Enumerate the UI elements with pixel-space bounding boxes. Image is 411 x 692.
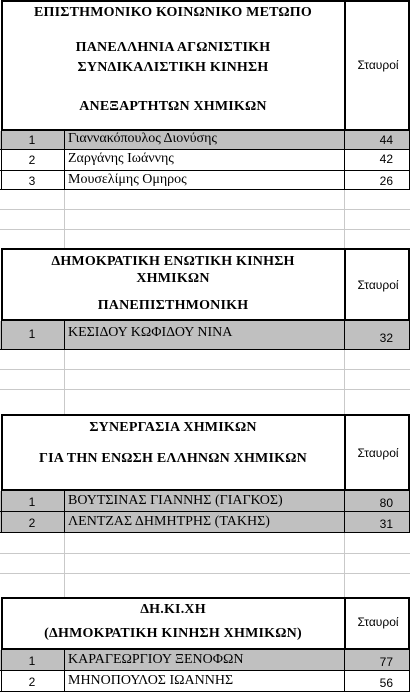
block4-votes-header: Σταυροί [357, 615, 399, 629]
block4-top-border [1, 597, 410, 599]
gridline [0, 209, 410, 210]
block4-title-line2: (ΔΗΜΟΚΡΑΤΙΚΗ ΚΙΝΗΣΗ ΧΗΜΙΚΩΝ) [44, 626, 302, 641]
block3-rows-col2 [344, 491, 345, 533]
block1-row3-votes: 26 [379, 174, 393, 188]
block2-row1-votes: 32 [379, 331, 393, 345]
block1-rows-col2 [344, 131, 345, 190]
block1-title-line4: ΑΝΕΞΑΡΤΗΤΩΝ ΧΗΜΙΚΩΝ [79, 99, 267, 114]
block1-row3-bottom [0, 189, 410, 190]
gridline [0, 553, 410, 554]
block1-rows-right [409, 131, 410, 190]
block1-votes-header: Σταυροί [357, 58, 399, 72]
block2-row1-name: ΚΕΣΙΔΟΥ ΚΩΦΙΔΟΥ ΝΙΝΑ [68, 325, 233, 340]
block3-row2-votes: 31 [379, 517, 393, 531]
block2-row1-num: 1 [28, 327, 36, 341]
block1-row2-num: 2 [28, 153, 36, 167]
block1-title-line1: ΕΠΙΣΤΗΜΟΝΙΚΟ ΚΟΙΝΩΝΙΚΟ ΜΕΤΩΠΟ [33, 5, 312, 20]
block4-row1-num: 1 [28, 654, 36, 668]
block4-rows-right [409, 650, 410, 692]
block1-row2-name: Ζαργάνης Ιωάννης [68, 151, 174, 166]
block3-top-border [1, 414, 410, 416]
block1-top-border [1, 0, 410, 2]
block1-row2-bottom [0, 170, 410, 171]
gridline [0, 573, 410, 574]
block3-rows-right [409, 491, 410, 533]
gridline [344, 533, 345, 597]
block4-row2-name: ΜΗΝΟΠΟΥΛΟΣ ΙΩΑΝΝΗΣ [68, 673, 234, 688]
block2-rows-col2 [344, 321, 345, 350]
block2-top-border [1, 248, 410, 250]
block2-title-line1: ΔΗΜΟΚΡΑΤΙΚΗ ΕΝΩΤΙΚΗ ΚΙΝΗΣΗ [51, 254, 295, 269]
block1-row1-name: Γιαννακόπουλος Διονύσης [68, 131, 217, 146]
block2-rows-col1 [64, 321, 65, 350]
block1-rows-left [1, 131, 2, 190]
block4-rows-col1 [64, 650, 65, 692]
block3-row2-bottom [0, 532, 410, 533]
block3-title-line2: ΓΙΑ ΤΗΝ ΕΝΩΣΗ ΕΛΛΗΝΩΝ ΧΗΜΙΚΩΝ [39, 451, 307, 466]
block4-row2-num: 2 [28, 675, 36, 689]
block3-votes-header: Σταυροί [357, 446, 399, 460]
block3-title-line1: ΣΥΝΕΡΓΑΣΙΑ ΧΗΜΙΚΩΝ [89, 420, 257, 435]
block3-row2-name: ΛΕΝΤΖΑΣ ΔΗΜΗΤΡΗΣ (ΤΑΚΗΣ) [68, 514, 270, 529]
block2-title-line2: ΧΗΜΙΚΩΝ [136, 271, 210, 286]
gridline [344, 350, 345, 414]
block1-row3-name: Μουσελίμης Ομηρος [68, 172, 187, 187]
block1-row1-num: 1 [28, 133, 36, 147]
block4-rows-left [1, 650, 2, 692]
block2-title-line3: ΠΑΝΕΠΙΣΤΗΜΟΝΙΚΗ [97, 298, 249, 313]
block1-row2-votes: 42 [379, 152, 393, 166]
block1-title-line3: ΣΥΝΔΙΚΑΛΙΣΤΙΚΗ ΚΙΝΗΣΗ [77, 60, 269, 75]
block3-row1-votes: 80 [379, 496, 393, 510]
gridline [0, 389, 410, 390]
block4-row1-name: ΚΑΡΑΓΕΩΡΓΙΟΥ ΞΕΝΟΦΩΝ [68, 652, 244, 667]
block3-rows-left [1, 491, 2, 533]
block1-rows-col1 [64, 131, 65, 190]
gridline [64, 350, 65, 414]
block1-row3-num: 3 [28, 174, 36, 188]
block1-row1-votes: 44 [379, 133, 393, 147]
block4-title-line1: ΔΗ.ΚΙ.ΧΗ [140, 602, 206, 617]
gridline [64, 533, 65, 597]
gridline [344, 190, 345, 248]
gridline [0, 229, 410, 230]
block4-row1-bottom [0, 670, 410, 671]
block4-row2-votes: 56 [379, 676, 393, 690]
block2-rows-right [409, 321, 410, 350]
block2-votes-header: Σταυροί [357, 278, 399, 292]
block3-row1-num: 1 [28, 495, 36, 509]
block3-row2-num: 2 [28, 516, 36, 530]
block1-row1-bottom [0, 149, 410, 150]
block2-rows-left [1, 321, 2, 350]
block3-row1-name: ΒΟΥΤΣΙΝΑΣ ΓΙΑΝΝΗΣ (ΓΙΑΓΚΟΣ) [68, 493, 283, 508]
block4-rows-col2 [344, 650, 345, 692]
block3-rows-col1 [64, 491, 65, 533]
block1-title-line2: ΠΑΝΕΛΛΗΝΙΑ ΑΓΩΝΙΣΤΙΚΗ [75, 40, 271, 55]
block2-row1-bottom [0, 349, 410, 350]
gridline [64, 190, 65, 248]
block4-row1-votes: 77 [379, 655, 393, 669]
gridline [0, 369, 410, 370]
